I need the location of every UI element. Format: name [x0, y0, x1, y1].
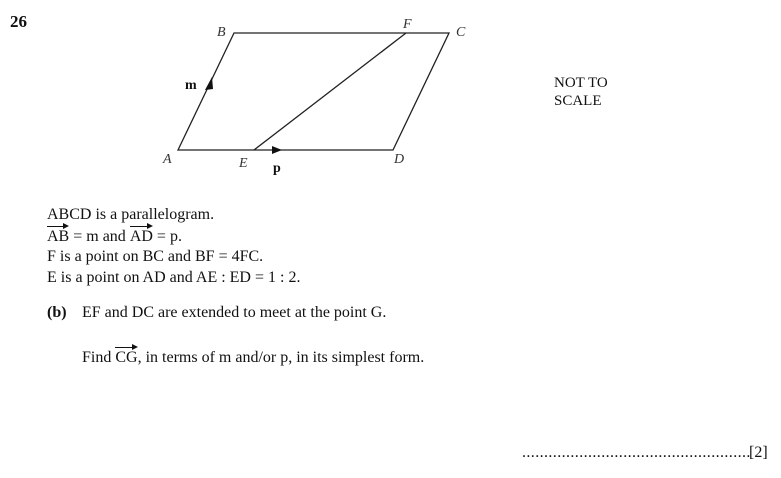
vector-ab-definition: = m and: [73, 228, 126, 245]
arrow-m-icon: [205, 77, 213, 90]
parallelogram-abcd: [178, 33, 449, 150]
part-b-text: EF and DC are extended to meet at the point G.: [82, 304, 387, 321]
answer-line[interactable]: ....................................................: [522, 444, 751, 461]
not-to-scale-note: [554, 74, 608, 110]
not-to-scale-line-2: SCALE: [554, 93, 602, 109]
label-m: m: [185, 78, 197, 93]
marks-label: [2]: [749, 444, 768, 461]
label-a: A: [163, 152, 172, 167]
label-c: C: [456, 25, 466, 40]
question-number: 26: [10, 12, 27, 31]
parallelogram-diagram: [0, 0, 781, 200]
vector-ad: AD: [130, 225, 153, 246]
vector-ab: AB: [47, 225, 69, 246]
find-suffix: , in terms of m and/or p, in its simplest form.: [137, 349, 425, 366]
label-p: p: [273, 161, 281, 176]
find-prefix: Find: [82, 349, 112, 366]
arrow-p-icon: [272, 146, 282, 154]
label-d: D: [394, 152, 405, 167]
vector-ad-definition: = p.: [156, 228, 182, 245]
vector-cg: CG: [115, 346, 137, 367]
part-b-label: (b): [47, 304, 67, 321]
not-to-scale-line-1: NOT TO: [554, 75, 608, 91]
label-b: B: [217, 25, 226, 40]
find-instruction: [82, 346, 424, 367]
statement-point-f: F is a point on BC and BF = 4FC.: [47, 248, 264, 265]
label-e: E: [239, 156, 248, 171]
statement-point-e: E is a point on AD and AE : ED = 1 : 2.: [47, 269, 301, 286]
label-f: F: [403, 17, 412, 32]
statement-parallelogram: ABCD is a parallelogram.: [47, 206, 215, 223]
statement-vectors: [47, 225, 182, 246]
segment-ef: [254, 33, 406, 150]
